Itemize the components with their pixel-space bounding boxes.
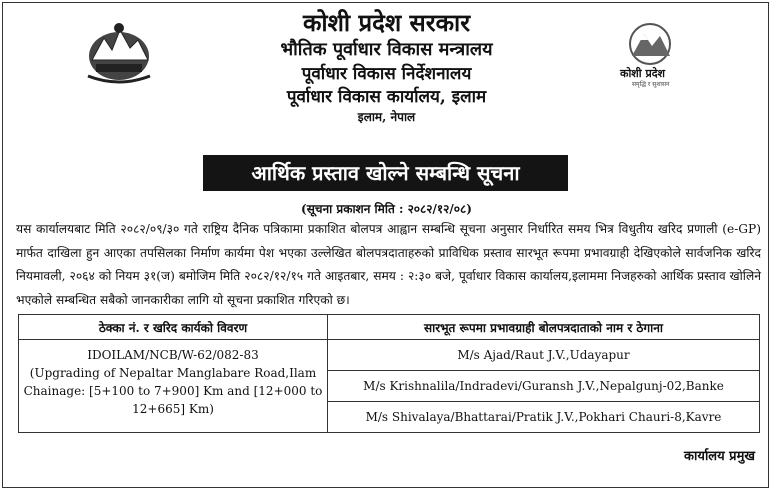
table-header-row [19,315,760,340]
bid-table [18,314,760,433]
notice-title-banner: आर्थिक प्रस्ताव खोल्ने सम्बन्धि सूचना [203,155,568,191]
office-name: पूर्वाधार विकास कार्यालय, इलाम [286,87,487,107]
province-logo-tagline: समृद्धि र सुशासन [632,81,670,88]
notice-body-text: यस कार्यालयबाट मिति २०८२/०९/३० गते राष्ट्रिय दैनिक पत्रिकामा प्रकाशित बोलपत्र आह्वान सम्बन्धि सूचना अनुसार निर्धारित समय भित्र विधुतीय खरिद प्रणाली (e-GP) मार्फत दाखिला हुन आएका तपसिलका निर्माण कार्यमा पेश भएका उल्लेखित बोलपत्रदाताहरुको प्राविधिक प्रस्ताव सारभूत रूपमा प्रभावग्राही देखिएकोले सार्वजनिक खरिद नियमावली, २०६४ को नियम ३१(ज) बमोजिम मिति २०८२/१२/१५ गते आइतबार, समय : २:३० बजे, पूर्वाधार विकास कार्यालय,इलाममा निजहरुको आर्थिक प्रस्ताव खोलिने भएकोले सम्बन्धित सबैको जानकारीका लागि यो सूचना प्रकाशित गरिएको छ। [16,222,761,307]
government-name: कोशी प्रदेश सरकार [302,8,471,37]
bidder-cell: M/s Ajad/Raut J.V.,Udayapur [328,340,760,371]
bidder-cell: M/s Krishnalila/Indradevi/Guransh J.V.,Nepalgunj-02,Banke [328,371,760,402]
office-chief-signature: कार्यालय प्रमुख [684,449,755,464]
bidder-cell: M/s Shivalaya/Bhattarai/Pratik J.V.,Pokhari Chauri-8,Kavre [328,402,760,433]
office-address: इलाम, नेपाल [357,110,416,124]
contract-description: (Upgrading of Nepaltar Manglabare Road,Ilam Chainage: [5+100 to 7+900] Km and [12+000 to 12+665] Km) [23,366,323,416]
ministry-name: भौतिक पूर्वाधार विकास मन्त्रालय [280,39,493,60]
province-logo-title: कोशी प्रदेश [620,67,666,80]
contract-cell [19,340,328,433]
column-header-contract: ठेक्का नं. र खरिद कार्यको विवरण [19,315,328,340]
notice-header [0,8,773,126]
directorate-name: पूर्वाधार विकास निर्देशनालय [301,64,472,84]
contract-number: IDOILAM/NCB/W-62/082-83 [87,348,259,362]
table-row [19,340,760,371]
publication-date: (सूचना प्रकाशन मिति : २०८२/१२/०८) [301,202,472,216]
column-header-bidder: सारभूत रूपमा प्रभावग्राही बोलपत्रदाताको नाम र ठेगाना [328,315,760,340]
